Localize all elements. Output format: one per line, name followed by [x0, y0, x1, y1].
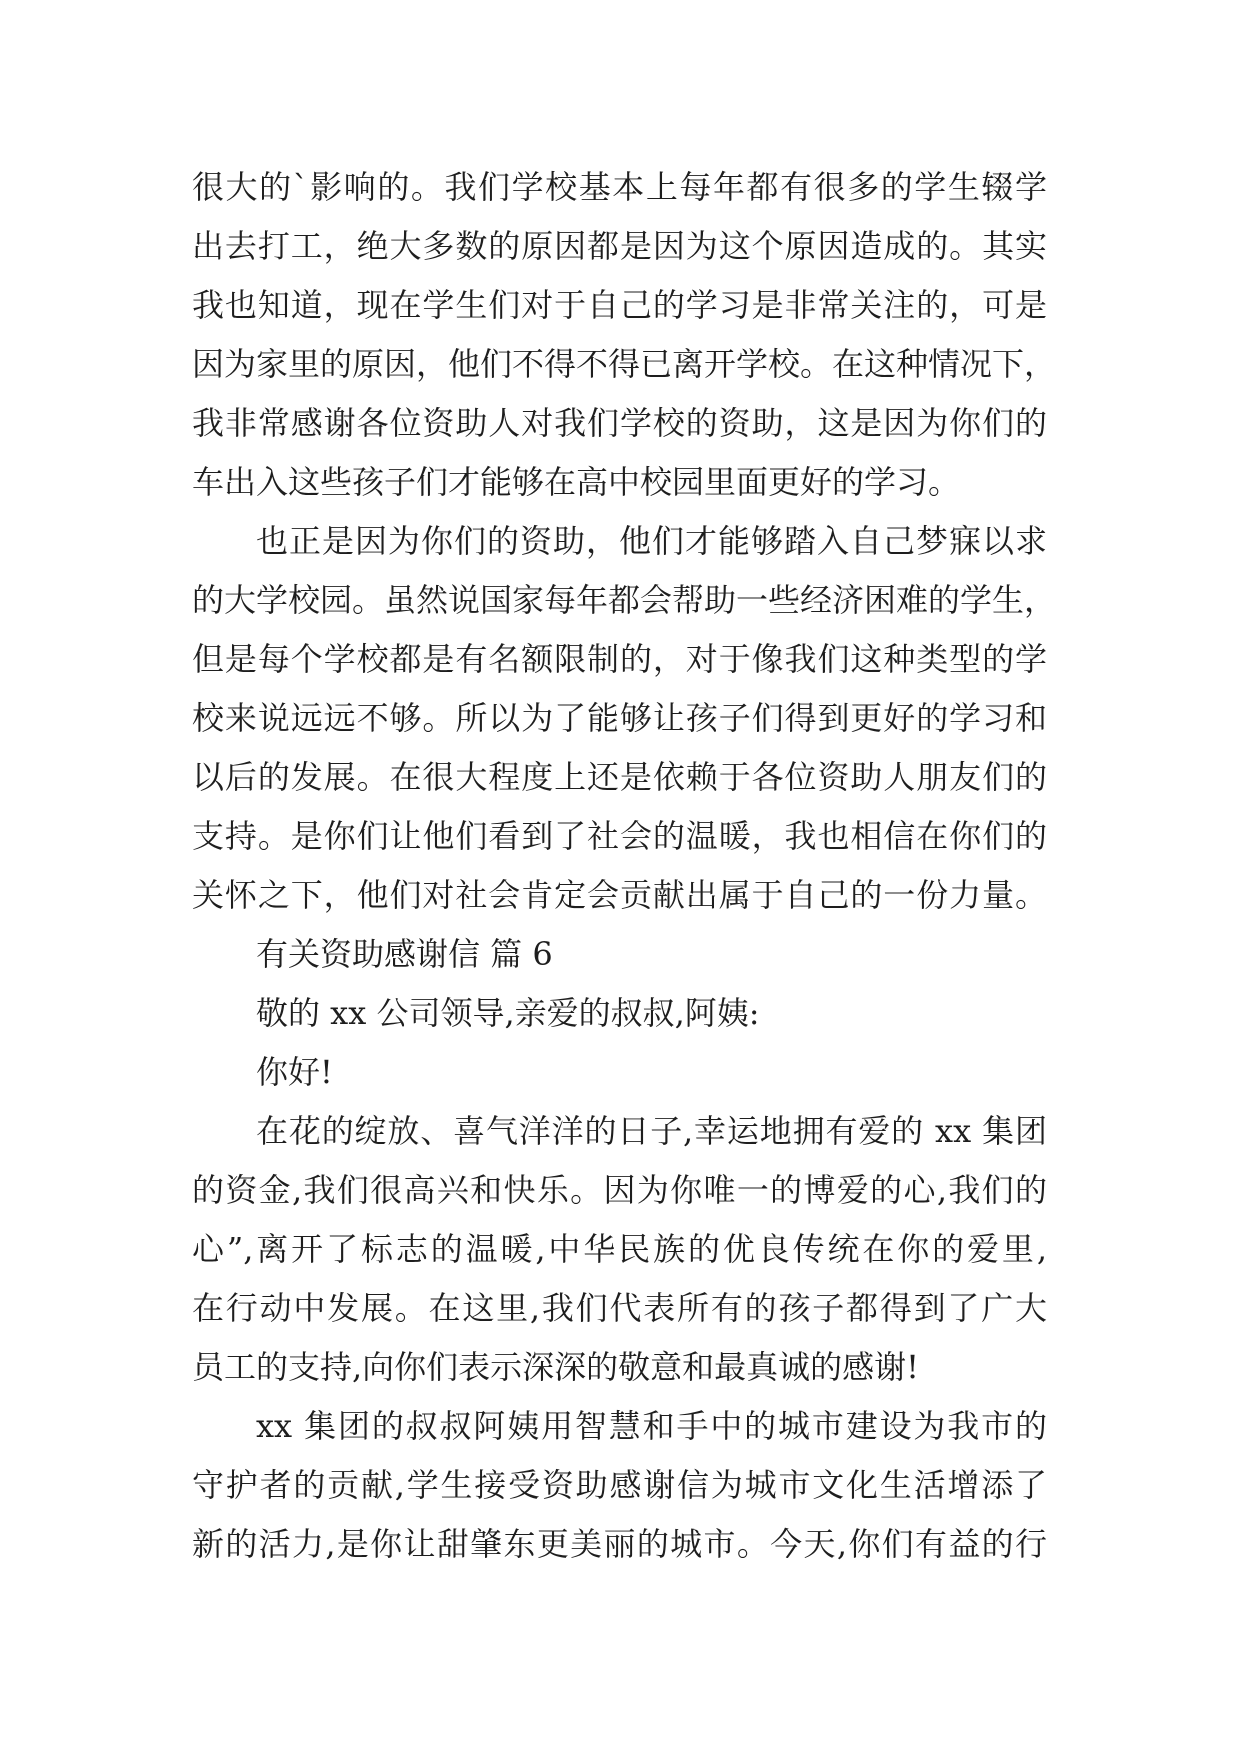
- paragraph-1: [192, 158, 1057, 512]
- text-line: 也正是因为你们的资助，他们才能够踏入自己梦寐以求: [256, 522, 1047, 560]
- text-line: 车出入这些孩子们才能够在高中校园里面更好的学习。: [192, 463, 961, 501]
- text-line: xx 集团的叔叔阿姨用智慧和手中的城市建设为我市的: [256, 1407, 1047, 1445]
- text-line: 的大学校园。虽然说国家每年都会帮助一些经济困难的学生，: [192, 581, 1057, 619]
- text-line: 关怀之下，他们对社会肯定会贡献出属于自己的一份力量。: [192, 876, 1047, 914]
- text-line: 心”,离开了标志的温暖,中华民族的优良传统在你的爱里,: [192, 1230, 1047, 1268]
- paragraph-3: [192, 1102, 1047, 1397]
- text-line: 我也知道，现在学生们对于自己的学习是非常关注的，可是: [192, 286, 1047, 324]
- greeting: 你好!: [256, 1053, 333, 1091]
- letter-body: [192, 158, 1057, 1574]
- text-line: 新的活力,是你让甜肇东更美丽的城市。今天,你们有益的行: [192, 1525, 1047, 1563]
- text-line: 以后的发展。在很大程度上还是依赖于各位资助人朋友们的: [192, 758, 1047, 796]
- text-line: 在行动中发展。在这里,我们代表所有的孩子都得到了广大: [192, 1289, 1047, 1327]
- text-line: 在花的绽放、喜气洋洋的日子,幸运地拥有爱的 xx 集团: [256, 1112, 1047, 1150]
- text-line: 很大的`影响的。我们学校基本上每年都有很多的学生辍学: [192, 168, 1047, 206]
- text-line: 员工的支持,向你们表示深深的敬意和最真诚的感谢!: [192, 1348, 920, 1386]
- text-line: 但是每个学校都是有名额限制的，对于像我们这种类型的学: [192, 640, 1047, 678]
- section-heading: 有关资助感谢信 篇 6: [256, 935, 553, 973]
- paragraph-4: [192, 1397, 1047, 1574]
- text-line: 出去打工，绝大多数的原因都是因为这个原因造成的。其实: [192, 227, 1047, 265]
- text-line: 支持。是你们让他们看到了社会的温暖，我也相信在你们的: [192, 817, 1047, 855]
- text-line: 我非常感谢各位资助人对我们学校的资助，这是因为你们的: [192, 404, 1047, 442]
- text-line: 因为家里的原因，他们不得不得已离开学校。在这种情况下，: [192, 345, 1057, 383]
- text-line: 守护者的贡献,学生接受资助感谢信为城市文化生活增添了: [192, 1466, 1047, 1504]
- salutation: 敬的 xx 公司领导,亲爱的叔叔,阿姨:: [256, 994, 760, 1032]
- paragraph-2: [192, 512, 1057, 925]
- text-line: 校来说远远不够。所以为了能够让孩子们得到更好的学习和: [192, 699, 1047, 737]
- text-line: 的资金,我们很高兴和快乐。因为你唯一的博爱的心,我们的: [192, 1171, 1047, 1209]
